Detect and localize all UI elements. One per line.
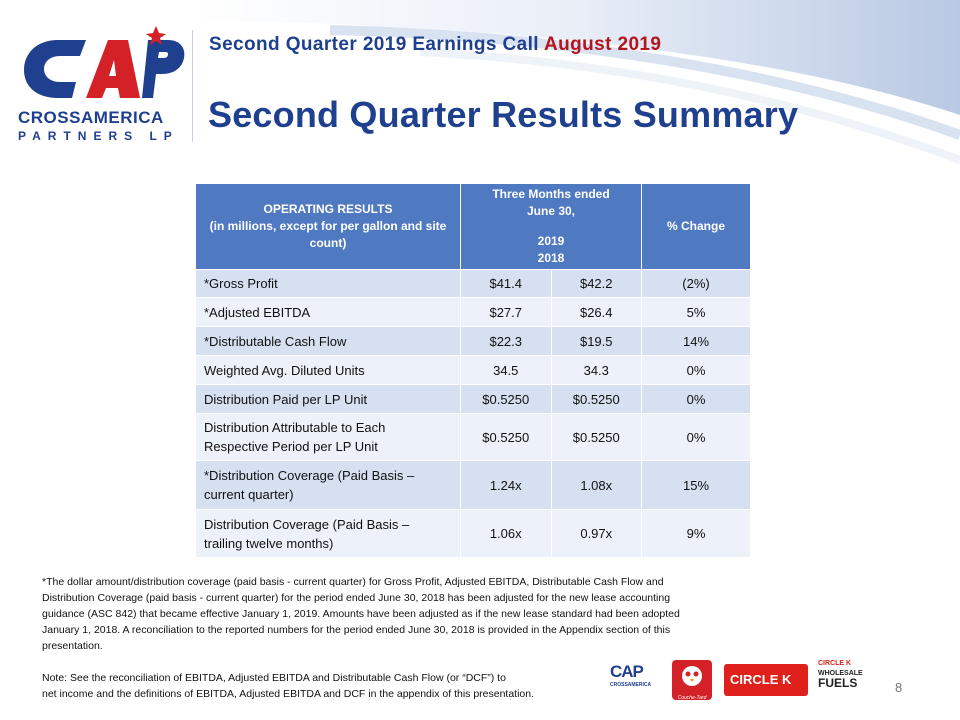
company-logo xyxy=(12,20,192,150)
operating-results-table xyxy=(195,183,751,558)
row-label: *Distribution Coverage (Paid Basis – current quarter) xyxy=(196,461,461,510)
header-percent-change: % Change xyxy=(642,184,751,270)
logo-company-subtitle: PARTNERS LP xyxy=(18,129,179,143)
row-value-2018: $19.5 xyxy=(551,327,642,356)
header-year-2019: 2019 xyxy=(537,234,565,248)
row-percent-change: 15% xyxy=(642,461,751,510)
row-label: Weighted Avg. Diluted Units xyxy=(196,356,461,385)
table-row xyxy=(196,298,751,327)
row-value-2019: $27.7 xyxy=(461,298,552,327)
row-label: Distribution Attributable to Each Respective Period per LP Unit xyxy=(196,414,461,461)
row-value-2019: $22.3 xyxy=(461,327,552,356)
row-percent-change: 0% xyxy=(642,385,751,414)
page-number: 8 xyxy=(895,680,903,695)
row-percent-change: 5% xyxy=(642,298,751,327)
header-operating-results: OPERATING RESULTS (in millions, except for per gallon and site count) xyxy=(196,184,461,270)
row-percent-change: (2%) xyxy=(642,270,751,298)
row-percent-change: 14% xyxy=(642,327,751,356)
header-divider xyxy=(192,30,193,142)
row-percent-change: 0% xyxy=(642,414,751,461)
slide-title: Second Quarter Results Summary xyxy=(208,94,799,135)
earnings-call-label: Second Quarter 2019 Earnings Call xyxy=(209,34,539,55)
header-three-months-ended: Three Months ended June 30, 2019 2018 xyxy=(461,184,642,270)
table-row xyxy=(196,461,751,510)
table-row xyxy=(196,327,751,356)
row-label: Distribution Coverage (Paid Basis – trailing twelve months) xyxy=(196,510,461,558)
table-row xyxy=(196,356,751,385)
adjustment-footnote: *The dollar amount/distribution coverage (paid basis - current quarter) for Gross Profit, Adjusted EBITDA, Distributable Cash Flow and Distribution Coverage (paid basis - current quarter) for the period ended June 30, 2018 has been adjusted for the new lease accounting guidance (ASC 842) that became effective January 1, 2019. Amounts have been adjusted as if the new lease standard had been adopted January 1, 2018. A reconciliation to the reported numbers for the period ended June 30, 2018 is provided in the Appendix section of this presentation. xyxy=(42,576,680,652)
row-percent-change: 9% xyxy=(642,510,751,558)
table-row xyxy=(196,385,751,414)
circle-k-logo: CIRCLE K xyxy=(724,664,808,696)
row-value-2019: $0.5250 xyxy=(461,385,552,414)
row-label: Distribution Paid per LP Unit xyxy=(196,385,461,414)
row-label: *Distributable Cash Flow xyxy=(196,327,461,356)
header-year-2018: 2018 xyxy=(537,251,565,265)
row-value-2018: 34.3 xyxy=(551,356,642,385)
row-value-2018: 0.97x xyxy=(551,510,642,558)
table-row xyxy=(196,270,751,298)
crossamerica-small-logo: CAP CROSSAMERICA xyxy=(610,662,652,688)
row-value-2018: $0.5250 xyxy=(551,414,642,461)
logo-company-name: CROSSAMERICA xyxy=(18,108,164,127)
row-value-2019: 1.06x xyxy=(461,510,552,558)
table-row xyxy=(196,510,751,558)
row-value-2018: $26.4 xyxy=(551,298,642,327)
row-value-2019: 1.24x xyxy=(461,461,552,510)
row-label: *Adjusted EBITDA xyxy=(196,298,461,327)
row-value-2019: $0.5250 xyxy=(461,414,552,461)
row-percent-change: 0% xyxy=(642,356,751,385)
earnings-call-line xyxy=(209,34,661,56)
table-header-row xyxy=(196,184,751,270)
circle-k-wholesale-fuels-logo: CIRCLE K WHOLESALE FUELS xyxy=(818,660,863,690)
earnings-call-month: August 2019 xyxy=(543,34,662,55)
brand-logos xyxy=(610,658,870,702)
couche-tard-owl-icon xyxy=(672,660,712,690)
couche-tard-logo: Couche-Tard xyxy=(672,660,712,700)
table-row xyxy=(196,414,751,461)
row-value-2018: $42.2 xyxy=(551,270,642,298)
cap-logo-mark xyxy=(16,26,186,106)
row-label: *Gross Profit xyxy=(196,270,461,298)
row-value-2019: $41.4 xyxy=(461,270,552,298)
row-value-2019: 34.5 xyxy=(461,356,552,385)
row-value-2018: 1.08x xyxy=(551,461,642,510)
row-value-2018: $0.5250 xyxy=(551,385,642,414)
reconciliation-note: Note: See the reconciliation of EBITDA, Adjusted EBITDA and Distributable Cash Flow (or “DCF”) to net income and the definitions of EBITDA, Adjusted EBITDA and DCF in the appendix of this presentation. xyxy=(42,672,535,700)
